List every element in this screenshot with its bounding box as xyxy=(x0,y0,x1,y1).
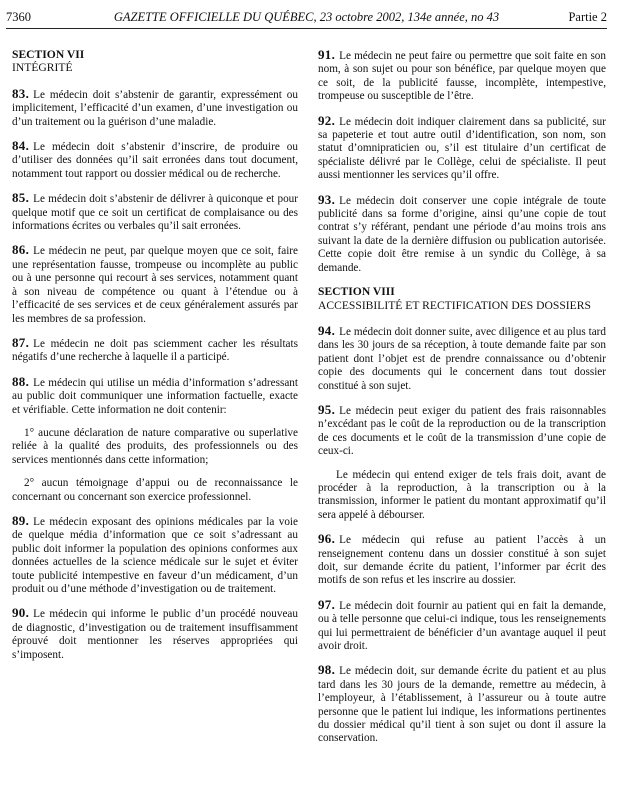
section-title: INTÉGRITÉ xyxy=(12,61,73,75)
page-number: 7360 xyxy=(6,10,31,24)
article-number: 84. xyxy=(12,138,30,154)
article-87 xyxy=(12,336,298,365)
article-text: Le médecin peut exiger du patient des frais raisonnables n’excédant pas le coût de la reproduction ou de la transcription de ces documents et le coût de la transmission d’une copie de ceux-ci. xyxy=(318,404,606,458)
article-88 xyxy=(12,375,298,417)
section-heading xyxy=(318,285,606,312)
article-83 xyxy=(12,87,298,129)
article-text: Le médecin doit conserver une copie intégrale de toute publicité dans sa forme d’origine, ainsi qu’une copie de tout contrat s’y référant, pendant une période d’au moins trois ans suivant la date de la dernière diffusion ou publication autorisée. Cette copie doit être remise à un syndic du Collège, à sa demande. xyxy=(318,194,606,274)
article-96 xyxy=(318,532,606,588)
section-title: ACCESSIBILITÉ ET RECTIFICATION DES DOSSIERS xyxy=(318,298,591,312)
article-86 xyxy=(12,243,298,325)
article-text: Le médecin doit s’abstenir d’inscrire, de produire ou d’utiliser des données qu’il sait erronées dans tout document, notamment tout rapport ou dossier médical ou de recherche. xyxy=(12,141,298,180)
article-number: 98. xyxy=(318,662,336,678)
article-95-paragraph-2: Le médecin qui entend exiger de tels frais doit, avant de procéder à la reproduction, à la transcription ou à la transmission, informer le patient du montant approximatif qu’il sera appelé à débourser. xyxy=(318,468,606,521)
article-number: 96. xyxy=(318,531,336,547)
article-97 xyxy=(318,598,606,654)
article-85 xyxy=(12,191,298,233)
article-text: Le médecin ne peut faire ou permettre que soit faite en son nom, à son sujet ou pour son bénéfice, par quelque moyen que ce soit, de la publicité fausse, incomplète, intempestive, trompeuse ou susceptible de l’être. xyxy=(318,50,606,103)
article-88-item-1: 1° aucune déclaration de nature comparative ou superlative reliée à la qualité des produits, des professionnels ou des services mentionnés dans cette information; xyxy=(12,426,298,466)
article-text: Le médecin doit donner suite, avec diligence et au plus tard dans les 30 jours de sa réception, à toute demande faite par son patient dont l’objet est de prendre connaissance ou d’obtenir copie des documents qui le concernent dans tout dossier constitué à son sujet. xyxy=(318,325,606,392)
article-number: 83. xyxy=(12,85,30,101)
section-number: SECTION VII xyxy=(12,48,85,61)
article-text: Le médecin doit s’abstenir de garantir, expressément ou implicitement, l’efficacité d’un examen, d’une investigation ou d’un traitement ou la guérison d’une maladie. xyxy=(12,88,298,128)
article-number: 92. xyxy=(318,112,336,128)
article-number: 91. xyxy=(318,47,336,62)
article-text: Le médecin doit indiquer clairement dans sa publicité, sur sa papeterie et tout autre outil d’identification, son nom, son statut d’omnipraticien ou, s’il est titulaire d’un certificat de spécialiste délivré par le Collège, celui de spécialiste. Il peut aussi mentionner les services qu’il offre. xyxy=(318,115,606,182)
article-number: 90. xyxy=(12,605,30,621)
publication-title: GAZETTE OFFICIELLE DU QUÉBEC, 23 octobre 2002, 134e année, no 43 xyxy=(113,10,500,24)
article-89 xyxy=(12,514,298,596)
section-number: SECTION VIII xyxy=(318,285,395,299)
article-88-item-2: 2° aucun témoignage d’appui ou de reconnaissance le concernant ou concernant son exercice professionnel. xyxy=(12,477,298,503)
article-number: 86. xyxy=(12,242,30,258)
page-header xyxy=(6,8,607,29)
article-90 xyxy=(12,606,298,662)
article-91 xyxy=(318,48,606,104)
article-number: 97. xyxy=(318,596,336,612)
article-95 xyxy=(318,403,606,459)
article-number: 89. xyxy=(12,512,30,528)
article-number: 85. xyxy=(12,190,30,206)
article-text: Le médecin doit fournir au patient qui en fait la demande, ou à telle personne que celui-ci indique, tous les renseignements qui lui permettraient de bénéficier d’un avantage auquel il peut avoir droit. xyxy=(318,599,606,653)
article-number: 93. xyxy=(318,191,336,207)
article-text: Le médecin qui informe le public d’un procédé nouveau de diagnostic, d’investigation ou de traitement insuffisamment éprouvé doit mentionner les réserves appropriées qui s’imposent. xyxy=(12,608,298,661)
article-93 xyxy=(318,193,606,275)
part-label: Partie 2 xyxy=(568,10,607,24)
article-text: Le médecin exposant des opinions médicales par la voie de quelque média d’information que ce soit s’adressant au public doit informer la population des opinions conformes aux données actuelles de la science médicale sur le sujet et éviter toute publicité intempestive en faveur d’un médicament, d’un produit ou d’une méthode d’investigation ou de traitement. xyxy=(12,515,298,595)
article-text: Le médecin doit, sur demande écrite du patient et au plus tard dans les 30 jours de la demande, remettre au médecin, à l’employeur, à l’établissement, à l’assureur ou à toute autre personne que le patient lui indique, les informations pertinentes du dossier médical qu’il tient à son sujet ou dont il assure la conservation. xyxy=(318,665,606,745)
article-number: 88. xyxy=(12,373,30,389)
article-number: 95. xyxy=(318,401,336,417)
article-94 xyxy=(318,324,606,393)
article-98 xyxy=(318,663,606,745)
article-text: Le médecin ne peut, par quelque moyen que ce soit, faire une représentation fausse, trompeuse ou incomplète au public ou à une personne qui recourt à ses services, notamment quant à son niveau de compétence ou quant à l’étendue ou à l’efficacité de ses services et de ceux généralement assurés par les membres de sa profession. xyxy=(12,245,298,325)
article-text: Le médecin ne doit pas sciemment cacher les résultats négatifs d’une recherche à laquelle il a participé. xyxy=(12,337,298,364)
article-number: 87. xyxy=(12,334,30,350)
article-text: Le médecin qui refuse au patient l’accès à un renseignement contenu dans un dossier constitué à son sujet doit, sur demande écrite du patient, l’informer par écrit des motifs de son refus et les inscrire au dossier. xyxy=(318,534,606,587)
article-text: Le médecin qui utilise un média d’information s’adressant au public doit communiquer une information factuelle, exacte et vérifiable. Cette information ne doit contenir: xyxy=(12,376,298,416)
article-92 xyxy=(318,114,606,183)
left-column xyxy=(12,48,298,672)
right-column xyxy=(318,48,606,756)
article-84 xyxy=(12,139,298,181)
article-number: 94. xyxy=(318,322,336,338)
article-text: Le médecin doit s’abstenir de délivrer à quiconque et pour quelque motif que ce soit un certificat de complaisance ou des informations écrites ou verbales qu’il sait erronées. xyxy=(12,193,298,233)
section-heading xyxy=(12,48,298,75)
